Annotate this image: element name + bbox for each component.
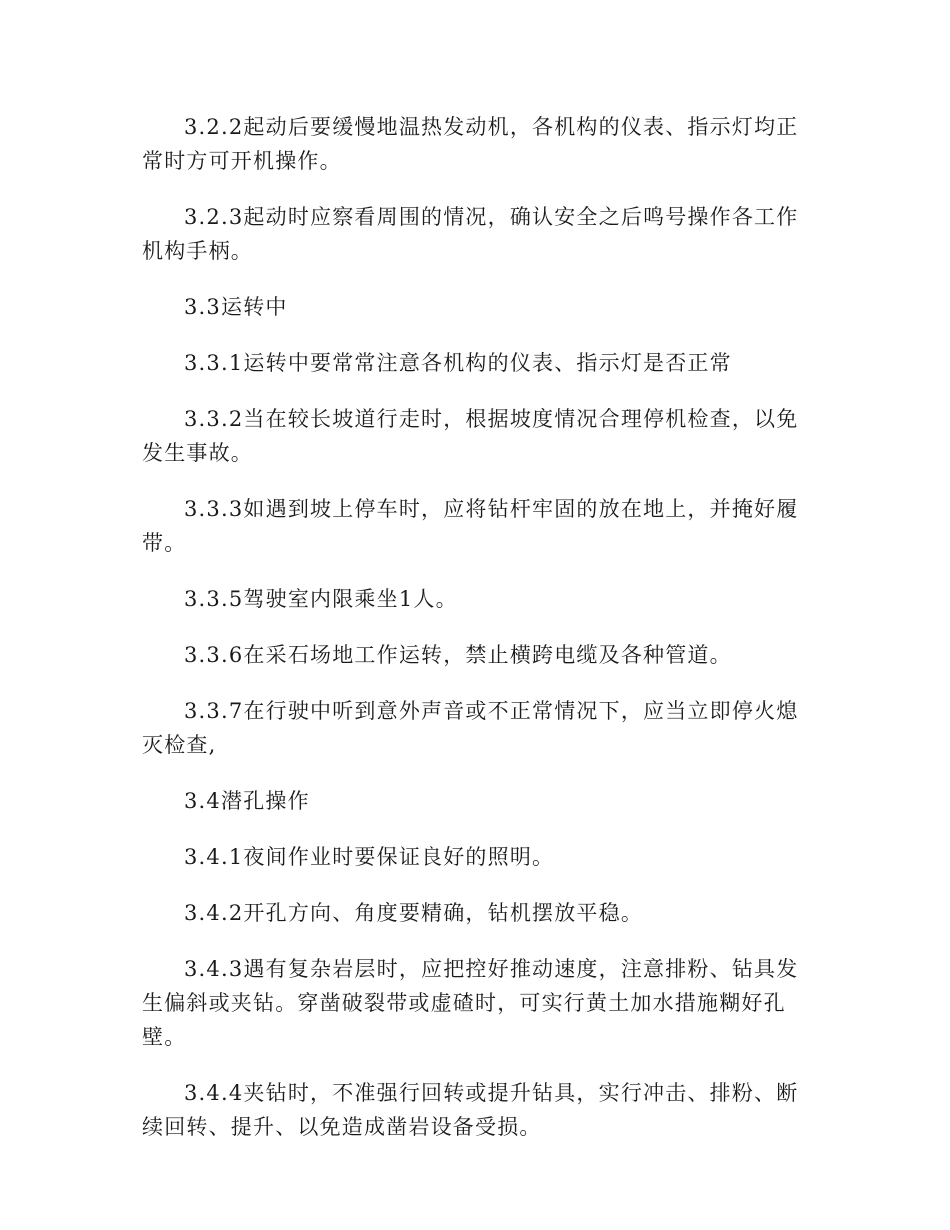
- paragraph-3-4-1: 3.4.1夜间作业时要保证良好的照明。: [184, 845, 555, 869]
- section-heading-3-3: 3.3运转中: [184, 295, 288, 319]
- paragraph-3-3-3: 3.3.3如遇到坡上停车时，应将钻杆牢固的放在地上，并掩好履带。: [142, 497, 799, 555]
- paragraph-3-2-3: 3.2.3起动时应察看周围的情况，确认安全之后鸣号操作各工作机构手柄。: [142, 205, 799, 263]
- section-heading-3-4: 3.4潜孔操作: [184, 789, 310, 813]
- paragraph-3-3-1: 3.3.1运转中要常常注意各机构的仪表、指示灯是否正常: [184, 351, 732, 375]
- paragraph-3-2-2: 3.2.2起动后要缓慢地温热发动机，各机构的仪表、指示灯均正常时方可开机操作。: [142, 115, 799, 173]
- paragraph-3-4-2: 3.4.2开孔方向、角度要精确，钻机摆放平稳。: [184, 901, 644, 925]
- paragraph-3-3-2: 3.3.2当在较长坡道行走时，根据坡度情况合理停机检查，以免发生事故。: [142, 407, 799, 465]
- paragraph-3-4-4: 3.4.4夹钻时，不准强行回转或提升钻具，实行冲击、排粉、断续回转、提升、以免造成凿岩设备受损。: [142, 1081, 799, 1139]
- document-body: [142, 110, 814, 1166]
- paragraph-3-4-3: 3.4.3遇有复杂岩层时，应把控好推动速度，注意排粉、钻具发生偏斜或夹钻。穿凿破裂带或虚碴时，可实行黄土加水措施糊好孔壁。: [142, 957, 799, 1049]
- paragraph-3-3-7: 3.3.7在行驶中听到意外声音或不正常情况下，应当立即停火熄灭检查,: [142, 699, 799, 757]
- paragraph-3-3-6: 3.3.6在采石场地工作运转，禁止横跨电缆及各种管道。: [184, 643, 732, 667]
- paragraph-3-3-5: 3.3.5驾驶室内限乘坐1人。: [184, 587, 458, 611]
